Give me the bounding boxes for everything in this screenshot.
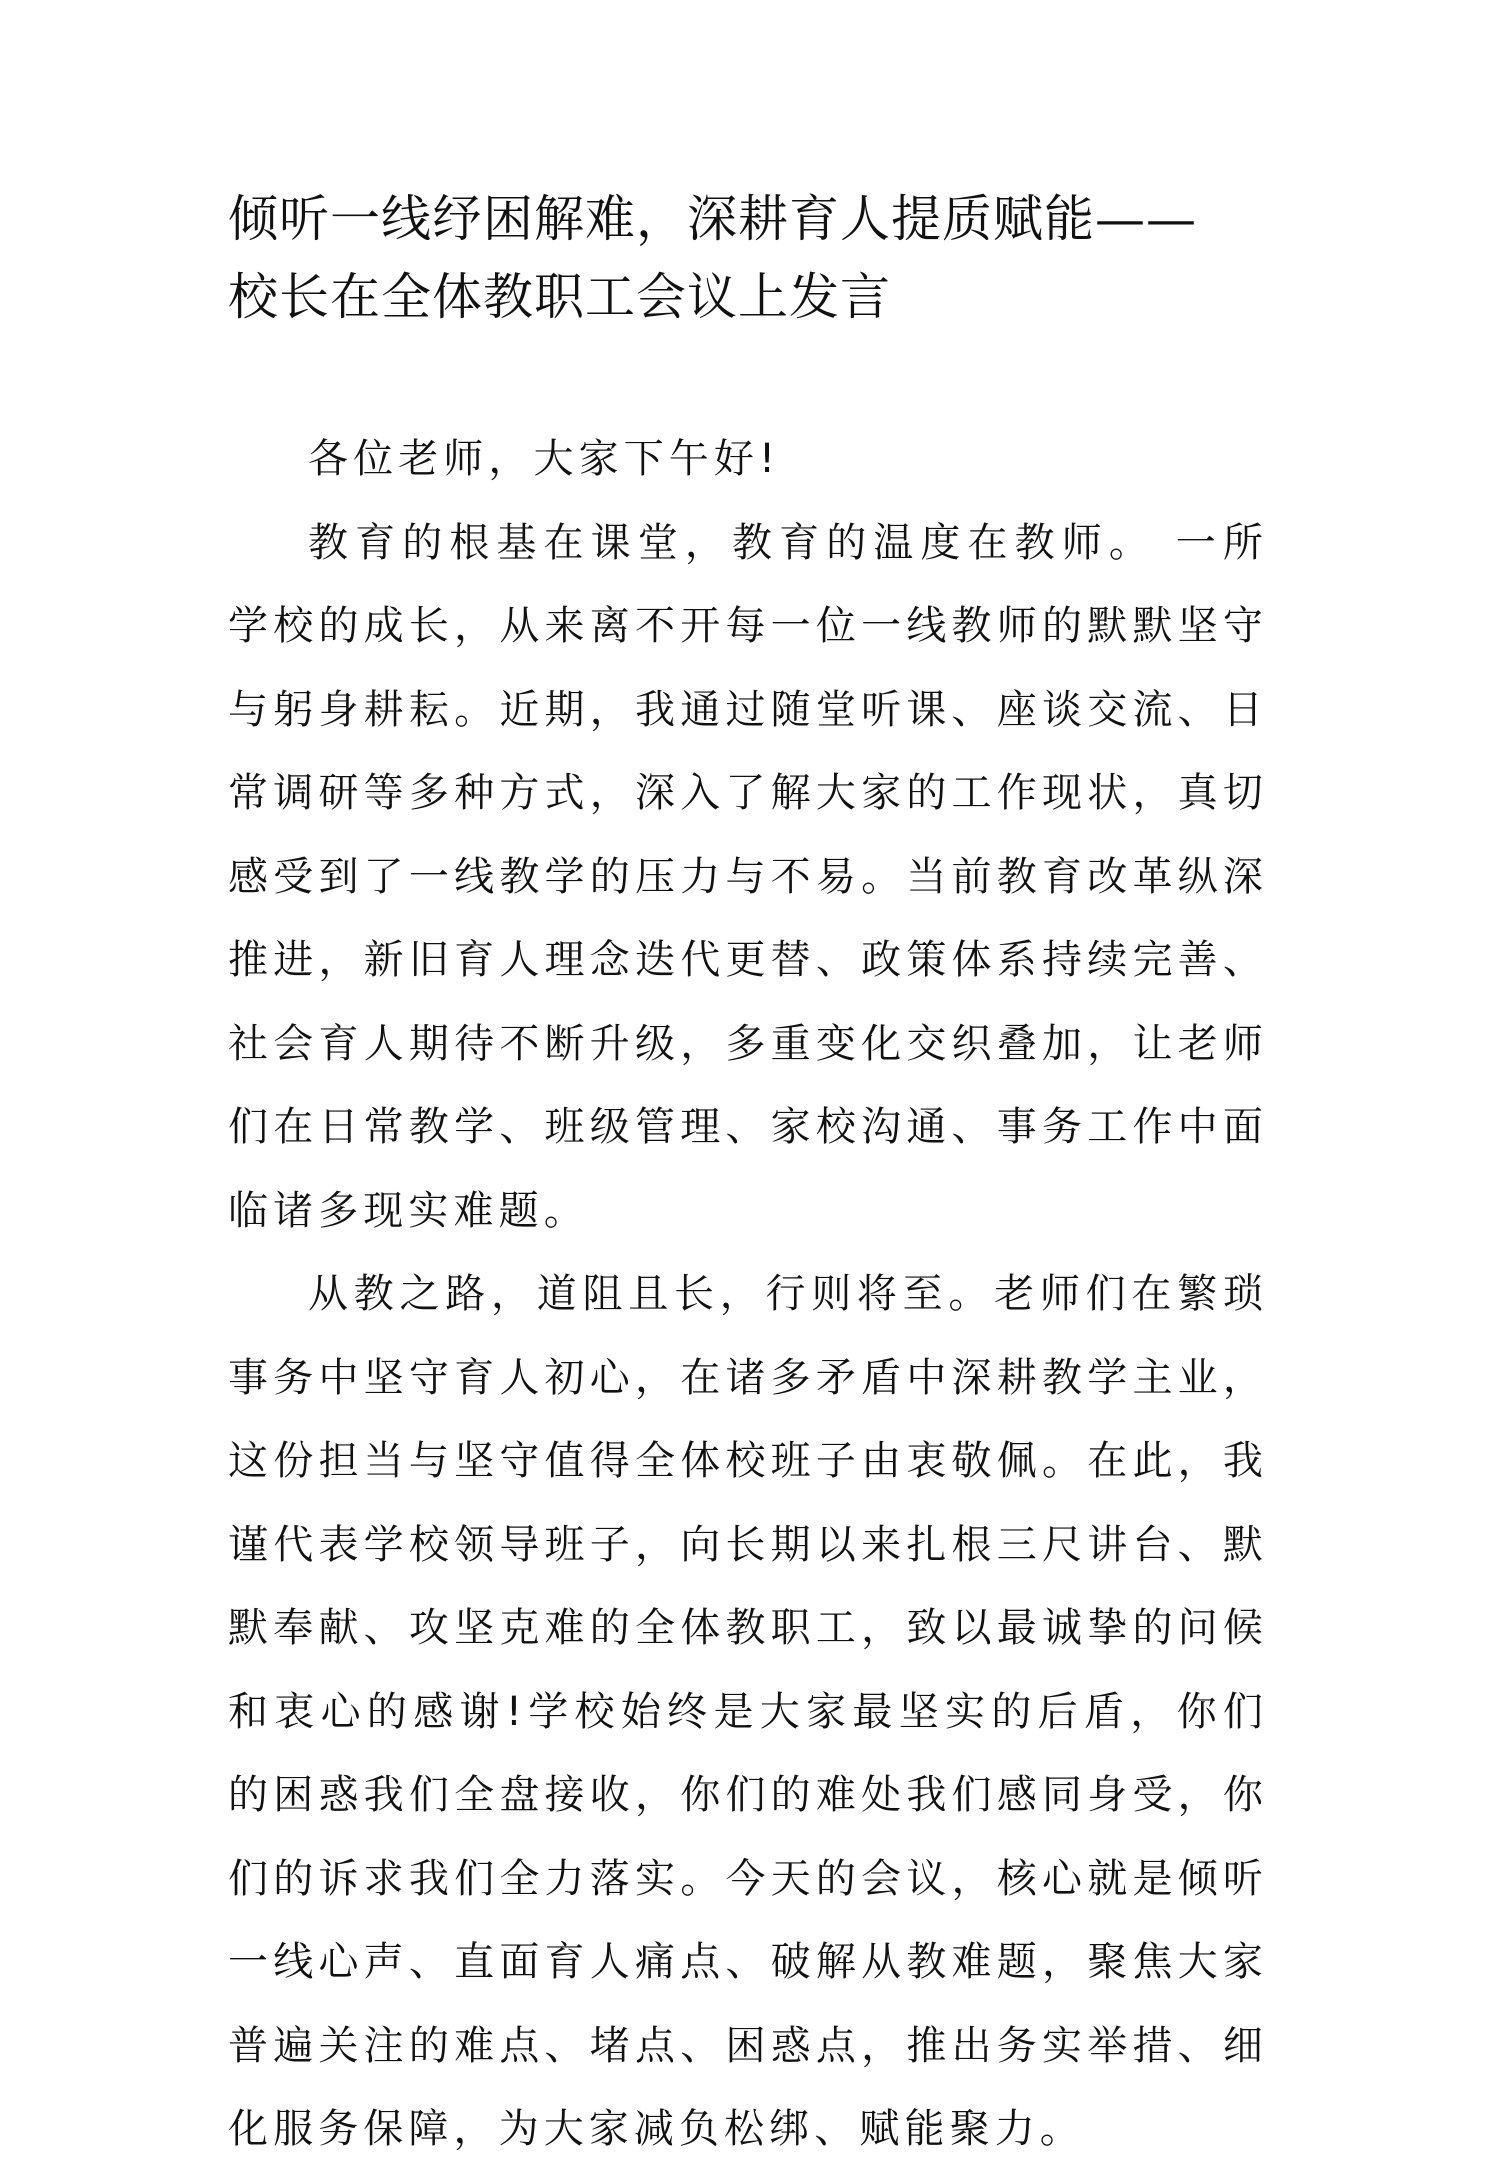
- title-line-2: 校长在全体教职工会议上发言: [228, 268, 891, 326]
- body-paragraph-1: 教育的根基在课堂，教育的温度在教师。 一所学校的成长，从来离不开每一位一线教师的默默坚守与躬身耕耘。近期，我通过随堂听课、座谈交流、日常调研等多种方式，深入了解大家的工作现状，真切感受到了一线教学的压力与不易。当前教育改革纵深推进，新旧育人理念迭代更替、政策体系持续完善、社会育人期待不断升级，多重变化交织叠加，让老师们在日常教学、班级管理、家校沟通、事务工作中面临诸多现实难题。: [228, 519, 1268, 1234]
- greeting-paragraph: 各位老师，大家下午好!: [308, 436, 781, 482]
- document-body: [228, 418, 1268, 2172]
- body-paragraph-2: 从教之路，道阻且长，行则将至。老师们在繁琐事务中坚守育人初心，在诸多矛盾中深耕教学主业，这份担当与坚守值得全体校班子由衷敬佩。在此，我谨代表学校领导班子，向长期以来扎根三尺讲台、默默奉献、攻坚克难的全体教职工，致以最诚挚的问候和衷心的感谢!学校始终是大家最坚实的后盾，你们的困惑我们全盘接收，你们的难处我们感同身受，你们的诉求我们全力落实。今天的会议，核心就是倾听一线心声、直面育人痛点、破解从教难题，聚焦大家普遍关注的难点、堵点、困惑点，推出务实举措、细化服务保障，为大家减负松绑、赋能聚力。: [228, 1271, 1268, 2152]
- document-title: [228, 180, 1268, 336]
- title-line-1: 倾听一线纾困解难，深耕育人提质赋能——: [228, 190, 1197, 248]
